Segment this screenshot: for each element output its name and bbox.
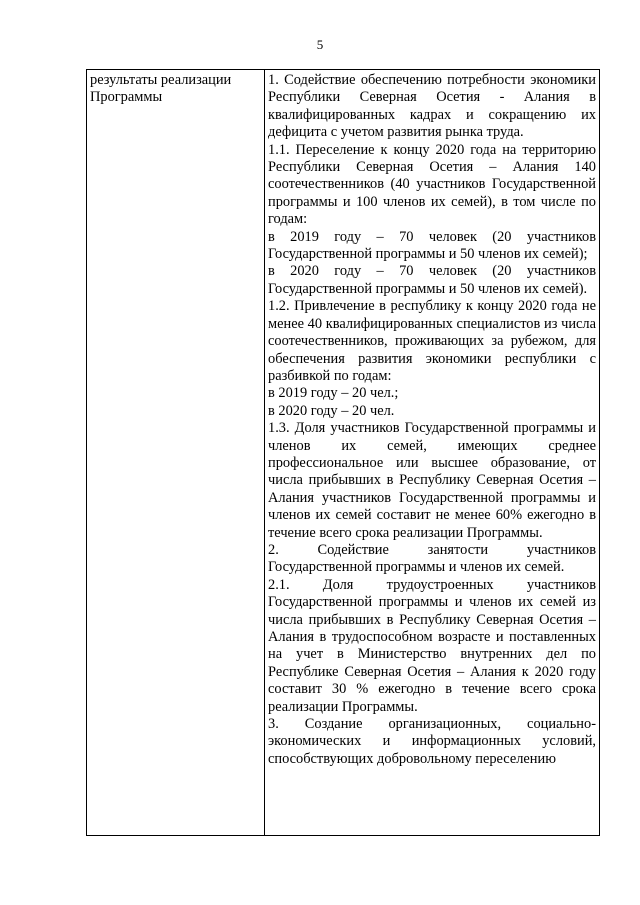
page-number: 5 <box>316 37 324 52</box>
label-cell <box>87 70 265 836</box>
content-cell <box>265 70 600 836</box>
item-1-3-paragraph: 1.3. Доля участников Государственной программы и членов их семей, имеющих среднее профессиональное или высшее образование, от числа прибывших в Республику Северная Осетия – Алания участников Государственной программы и членов их семей составит не менее 60% ежегодно в течение всего срока реализации Программы. <box>268 420 596 541</box>
item-2-1-paragraph: 2.1. Доля трудоустроенных участников Государственной программы и членов их семей из числа прибывших в Республику Северная Осетия – Алания в трудоспособном возрасте и поставленных на учет в Министерство внутренних дел по Республике Северная Осетия – Алания к 2020 году составит 30 % ежегодно в течение всего срока реализации Программы. <box>268 576 596 715</box>
item-1-2-year-2020: в 2020 году – 20 чел. <box>268 402 395 419</box>
goal-1-paragraph: 1. Содействие обеспечению потребности экономики Республики Северная Осетия - Алания в квалифицированных кадрах и сокращению их дефицита с учетом развития рынка труда. <box>268 72 596 141</box>
goal-2-paragraph: 2. Содействие занятости участников Государственной программы и членов их семей. <box>268 541 596 576</box>
item-1-1-year-2020: в 2020 году – 70 человек (20 участников Государственной программы и 50 членов их семей). <box>268 263 596 297</box>
item-1-1-paragraph: 1.1. Переселение к концу 2020 года на территорию Республики Северная Осетия – Алания 140 соотечественников (40 участников Государственной программы и 100 членов их семей), в том числе по годам: <box>268 141 596 228</box>
row-label: результаты реализации Программы <box>90 72 232 106</box>
table-row <box>87 70 600 836</box>
item-1-2-year-2019: в 2019 году – 20 чел.; <box>268 385 399 402</box>
item-1-1-year-2019: в 2019 году – 70 человек (20 участников Государственной программы и 50 членов их семей); <box>268 228 596 263</box>
item-1-2-paragraph: 1.2. Привлечение в республику к концу 2020 года не менее 40 квалифицированных специалистов из числа соотечественников, проживающих за рубежом, для обеспечения развития экономики республики с разбивкой по годам: <box>268 298 596 384</box>
program-results-table <box>86 69 600 836</box>
goal-3-paragraph: 3. Создание организационных, социально-экономических и информационных условий, способствующих добровольному переселению <box>268 716 596 767</box>
